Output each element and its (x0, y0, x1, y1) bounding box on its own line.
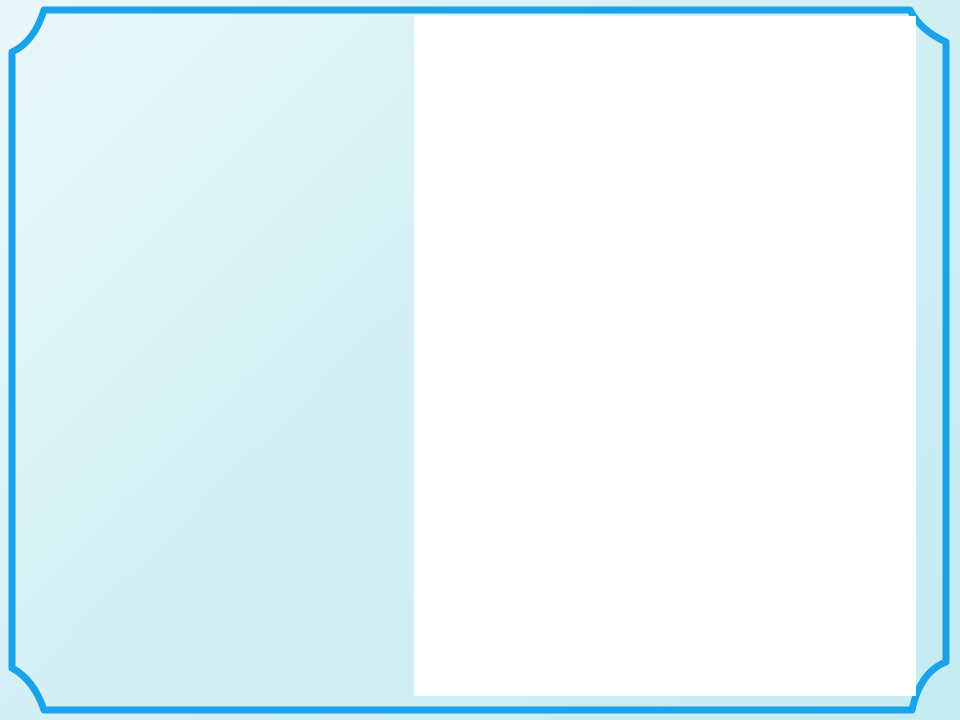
graph-paper (414, 16, 916, 696)
explanation-text (26, 62, 401, 86)
